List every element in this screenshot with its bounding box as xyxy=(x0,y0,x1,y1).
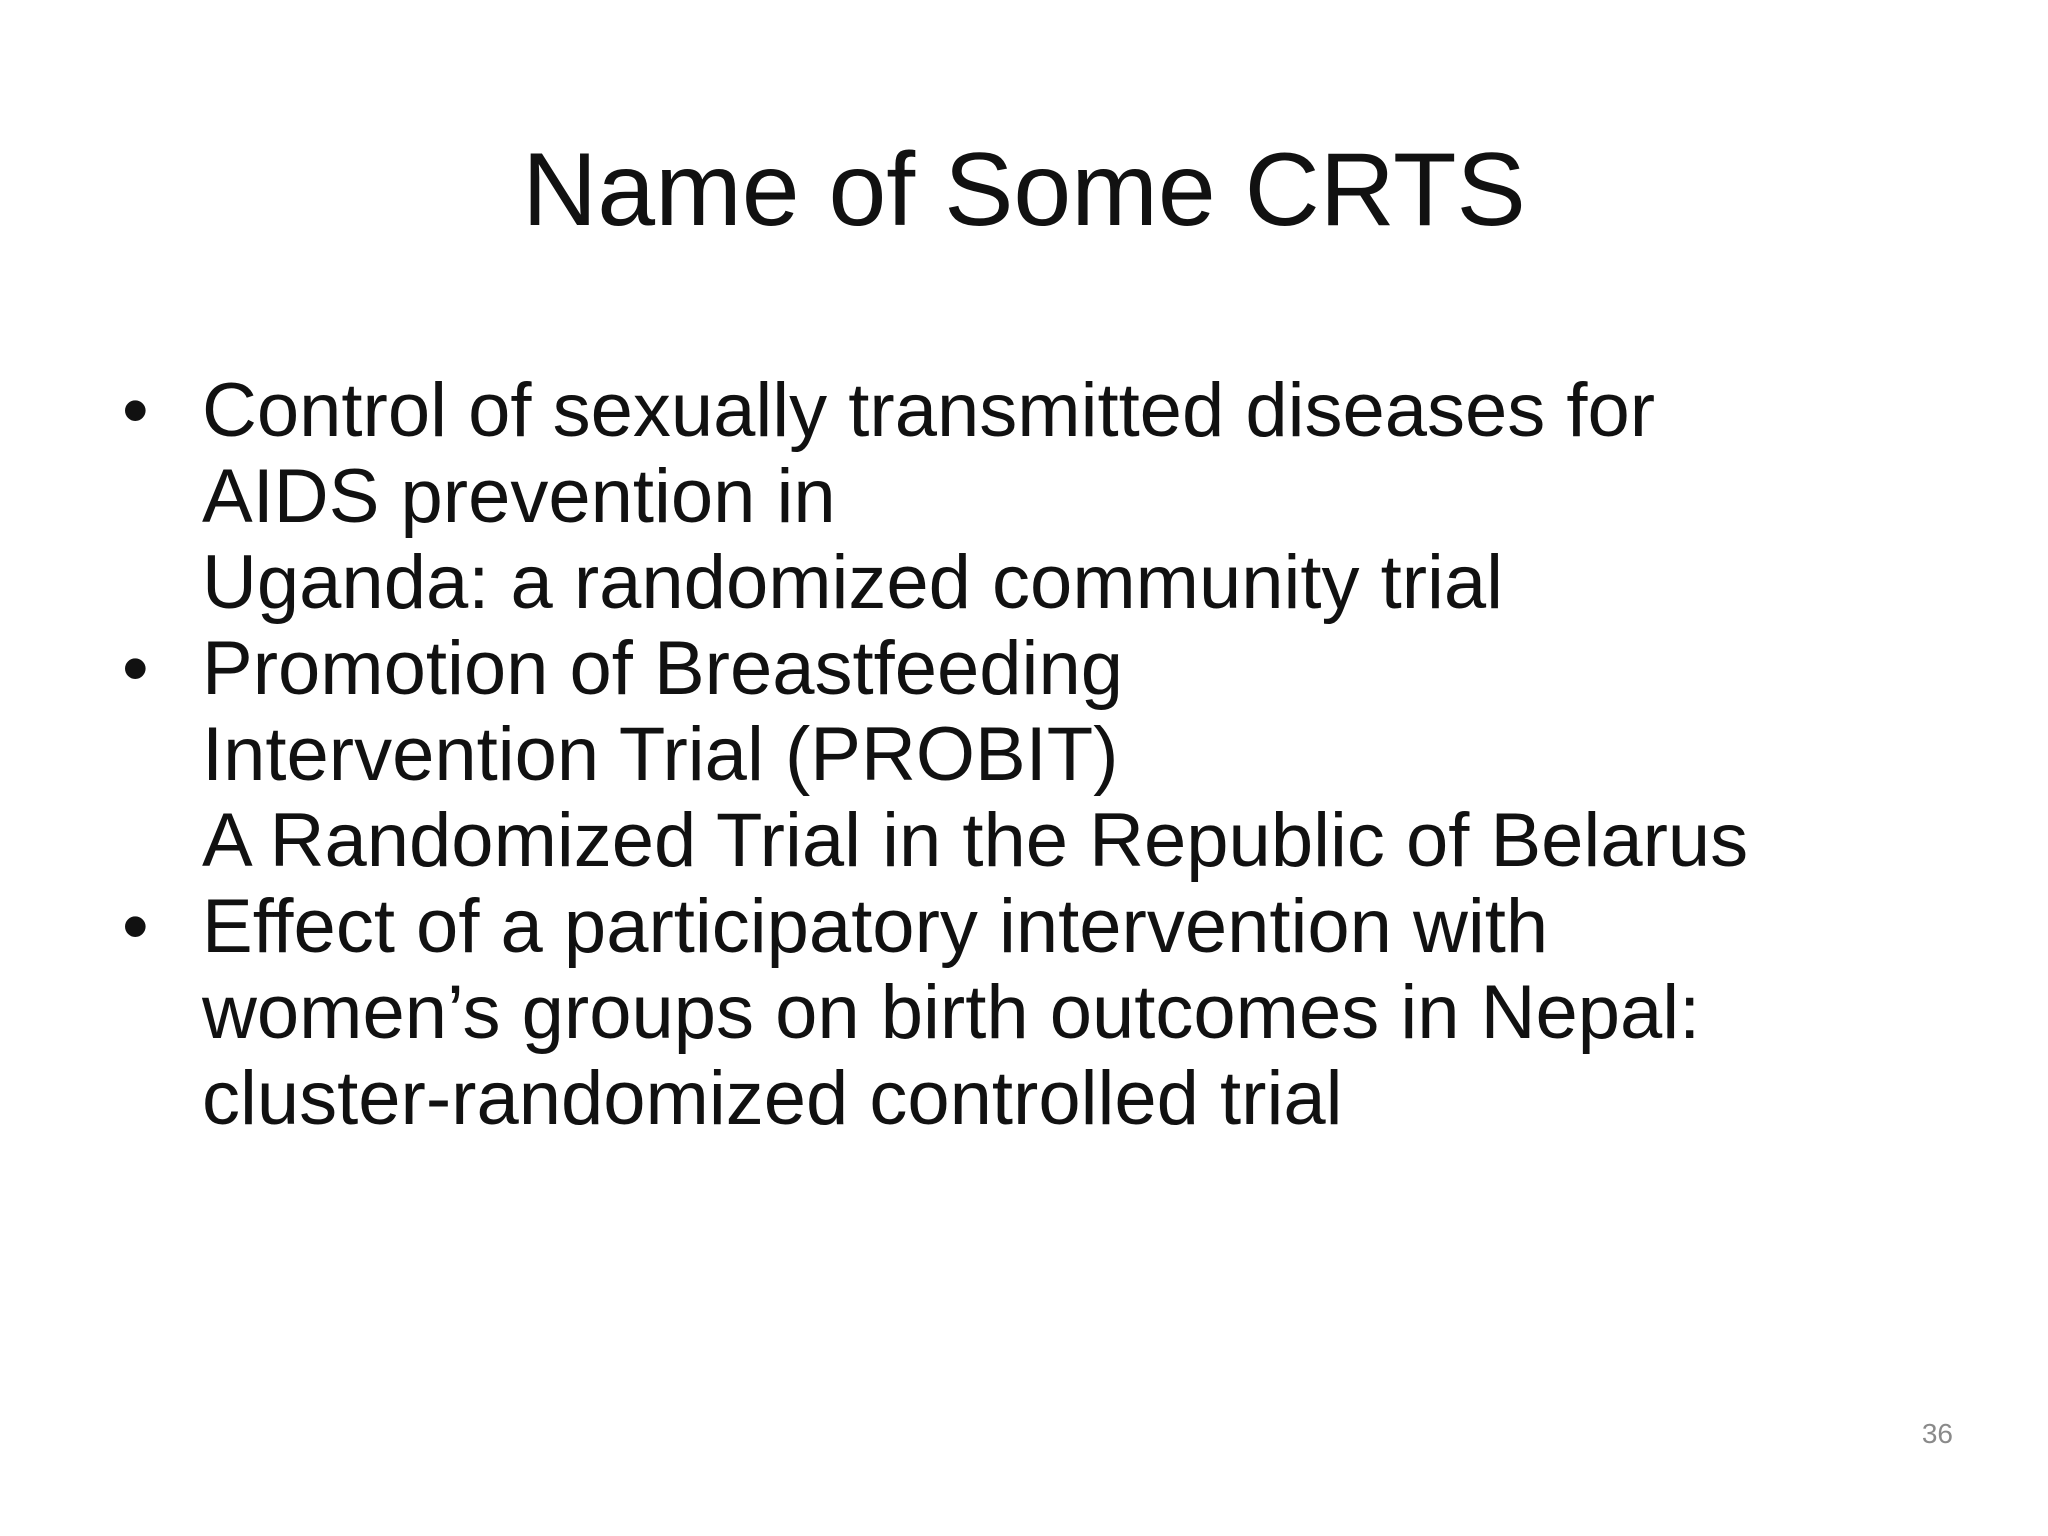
bullet-3-line-3: cluster-randomized controlled trial xyxy=(202,1056,1343,1141)
bullet-1-line-3: Uganda: a randomized community trial xyxy=(202,540,1504,625)
page-number: 36 xyxy=(1921,1418,1953,1449)
bullet-1-line-2: AIDS prevention in xyxy=(202,454,836,539)
bullet-2-line-1: Promotion of Breastfeeding xyxy=(202,626,1123,711)
bullet-item-2 xyxy=(122,626,1982,884)
bullet-2-line-3: A Randomized Trial in the Republic of Belarus xyxy=(202,798,1749,883)
bullet-item-1 xyxy=(122,368,1982,626)
bullet-icon: • xyxy=(122,368,149,453)
bullet-1-line-1: Control of sexually transmitted diseases for xyxy=(202,368,1656,453)
bullet-icon: • xyxy=(122,884,149,969)
bullet-item-3 xyxy=(122,884,1982,1142)
slide-title: Name of Some CRTS xyxy=(522,132,1526,248)
bullet-3-line-1: Effect of a participatory intervention with xyxy=(202,884,1549,969)
bullet-3-line-2: women’s groups on birth outcomes in Nepal: xyxy=(202,970,1701,1055)
bullet-list xyxy=(122,368,1982,1142)
bullet-icon: • xyxy=(122,626,149,711)
bullet-2-line-2: Intervention Trial (PROBIT) xyxy=(202,712,1119,797)
